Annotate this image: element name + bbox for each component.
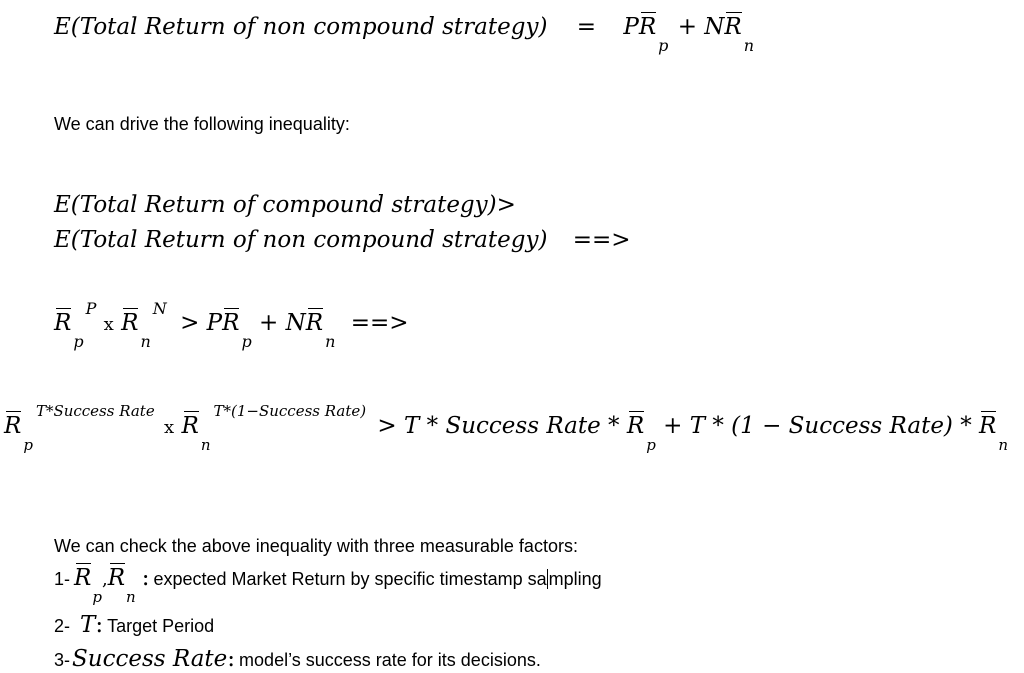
- subscript-n: n: [200, 436, 211, 454]
- subscript-n: n: [743, 36, 755, 55]
- r-bar-symbol: R: [979, 413, 997, 439]
- r-bar-symbol: R: [74, 565, 92, 591]
- factor-symbol: Success Rate: [72, 646, 228, 672]
- r-bar-symbol: R: [305, 310, 324, 336]
- subscript-n: n: [140, 332, 151, 351]
- intro-text: We can drive the following inequality:: [54, 114, 350, 134]
- subscript-p: p: [23, 436, 33, 454]
- factor-symbol: T: [80, 612, 96, 638]
- comma: ,: [101, 569, 108, 590]
- factor-description: expected Market Return by specific timestamp sa mpling: [153, 569, 602, 589]
- subscript-n: n: [998, 436, 1009, 454]
- equation-lhs: E(Total Return of non compound strategy): [54, 14, 548, 40]
- r-bar-symbol: R: [54, 310, 72, 336]
- r-bar-symbol: R: [626, 413, 645, 439]
- rhs-first-term: > T * Success Rate *: [377, 413, 620, 439]
- factor-item-2: [54, 614, 214, 637]
- r-bar-symbol: R: [638, 14, 657, 40]
- exponent-p: P: [85, 299, 97, 318]
- factor-number: 1-: [54, 569, 71, 589]
- factor-description: model’s success rate for its decisions.: [239, 650, 541, 670]
- p-count: P: [206, 310, 223, 336]
- rhs-second-term: + T * (1 − Success Rate) *: [663, 413, 972, 439]
- times-sign: x: [103, 314, 114, 335]
- exponent-success-rate: T*Success Rate: [35, 402, 155, 420]
- equation-compound-line: E(Total Return of compound strategy)>: [54, 192, 516, 218]
- equation-non-compound-line: [54, 229, 631, 252]
- factor-item-3: [54, 648, 541, 671]
- r-bar-symbol: R: [181, 413, 199, 439]
- check-text: We can check the above inequality with three measurable factors:: [54, 536, 578, 556]
- equation-success-rate-inequality: [4, 402, 1009, 454]
- colon: :: [95, 612, 104, 638]
- factor-item-1: [54, 565, 602, 606]
- n-count: N: [285, 310, 306, 336]
- r-bar-symbol: R: [222, 310, 240, 336]
- r-bar-symbol: R: [4, 413, 22, 439]
- colon: :: [227, 646, 236, 672]
- implies-arrow: ==>: [572, 227, 631, 253]
- implies-arrow: ==>: [350, 310, 409, 336]
- p-count: P: [623, 14, 639, 40]
- subscript-p: p: [646, 436, 656, 454]
- colon: :: [141, 565, 150, 591]
- equation-expected-non-compound: [54, 14, 755, 55]
- subscript-p: p: [73, 332, 84, 351]
- r-bar-symbol: R: [724, 14, 742, 40]
- subscript-p: p: [658, 36, 669, 55]
- equals-sign: =: [576, 14, 597, 40]
- r-bar-symbol: R: [121, 310, 139, 336]
- plus-sign: +: [259, 310, 279, 336]
- exponent-failure-rate: T*(1−Success Rate): [213, 402, 367, 420]
- factor-number: 3-: [54, 650, 71, 670]
- greater-than-sign: >: [180, 310, 200, 336]
- times-sign: x: [164, 417, 175, 438]
- subscript-n: n: [325, 332, 336, 351]
- equation-lhs: E(Total Return of non compound strategy): [54, 227, 548, 253]
- subscript-n: n: [126, 588, 136, 606]
- subscript-p: p: [92, 588, 102, 606]
- plus-sign: +: [677, 14, 697, 40]
- subscript-p: p: [241, 332, 252, 351]
- r-bar-symbol: R: [107, 565, 126, 591]
- equation-power-inequality: [54, 299, 409, 351]
- factor-number: 2-: [54, 616, 71, 636]
- n-count: N: [704, 14, 725, 40]
- exponent-n: N: [152, 299, 167, 318]
- factor-description: Target Period: [107, 616, 215, 636]
